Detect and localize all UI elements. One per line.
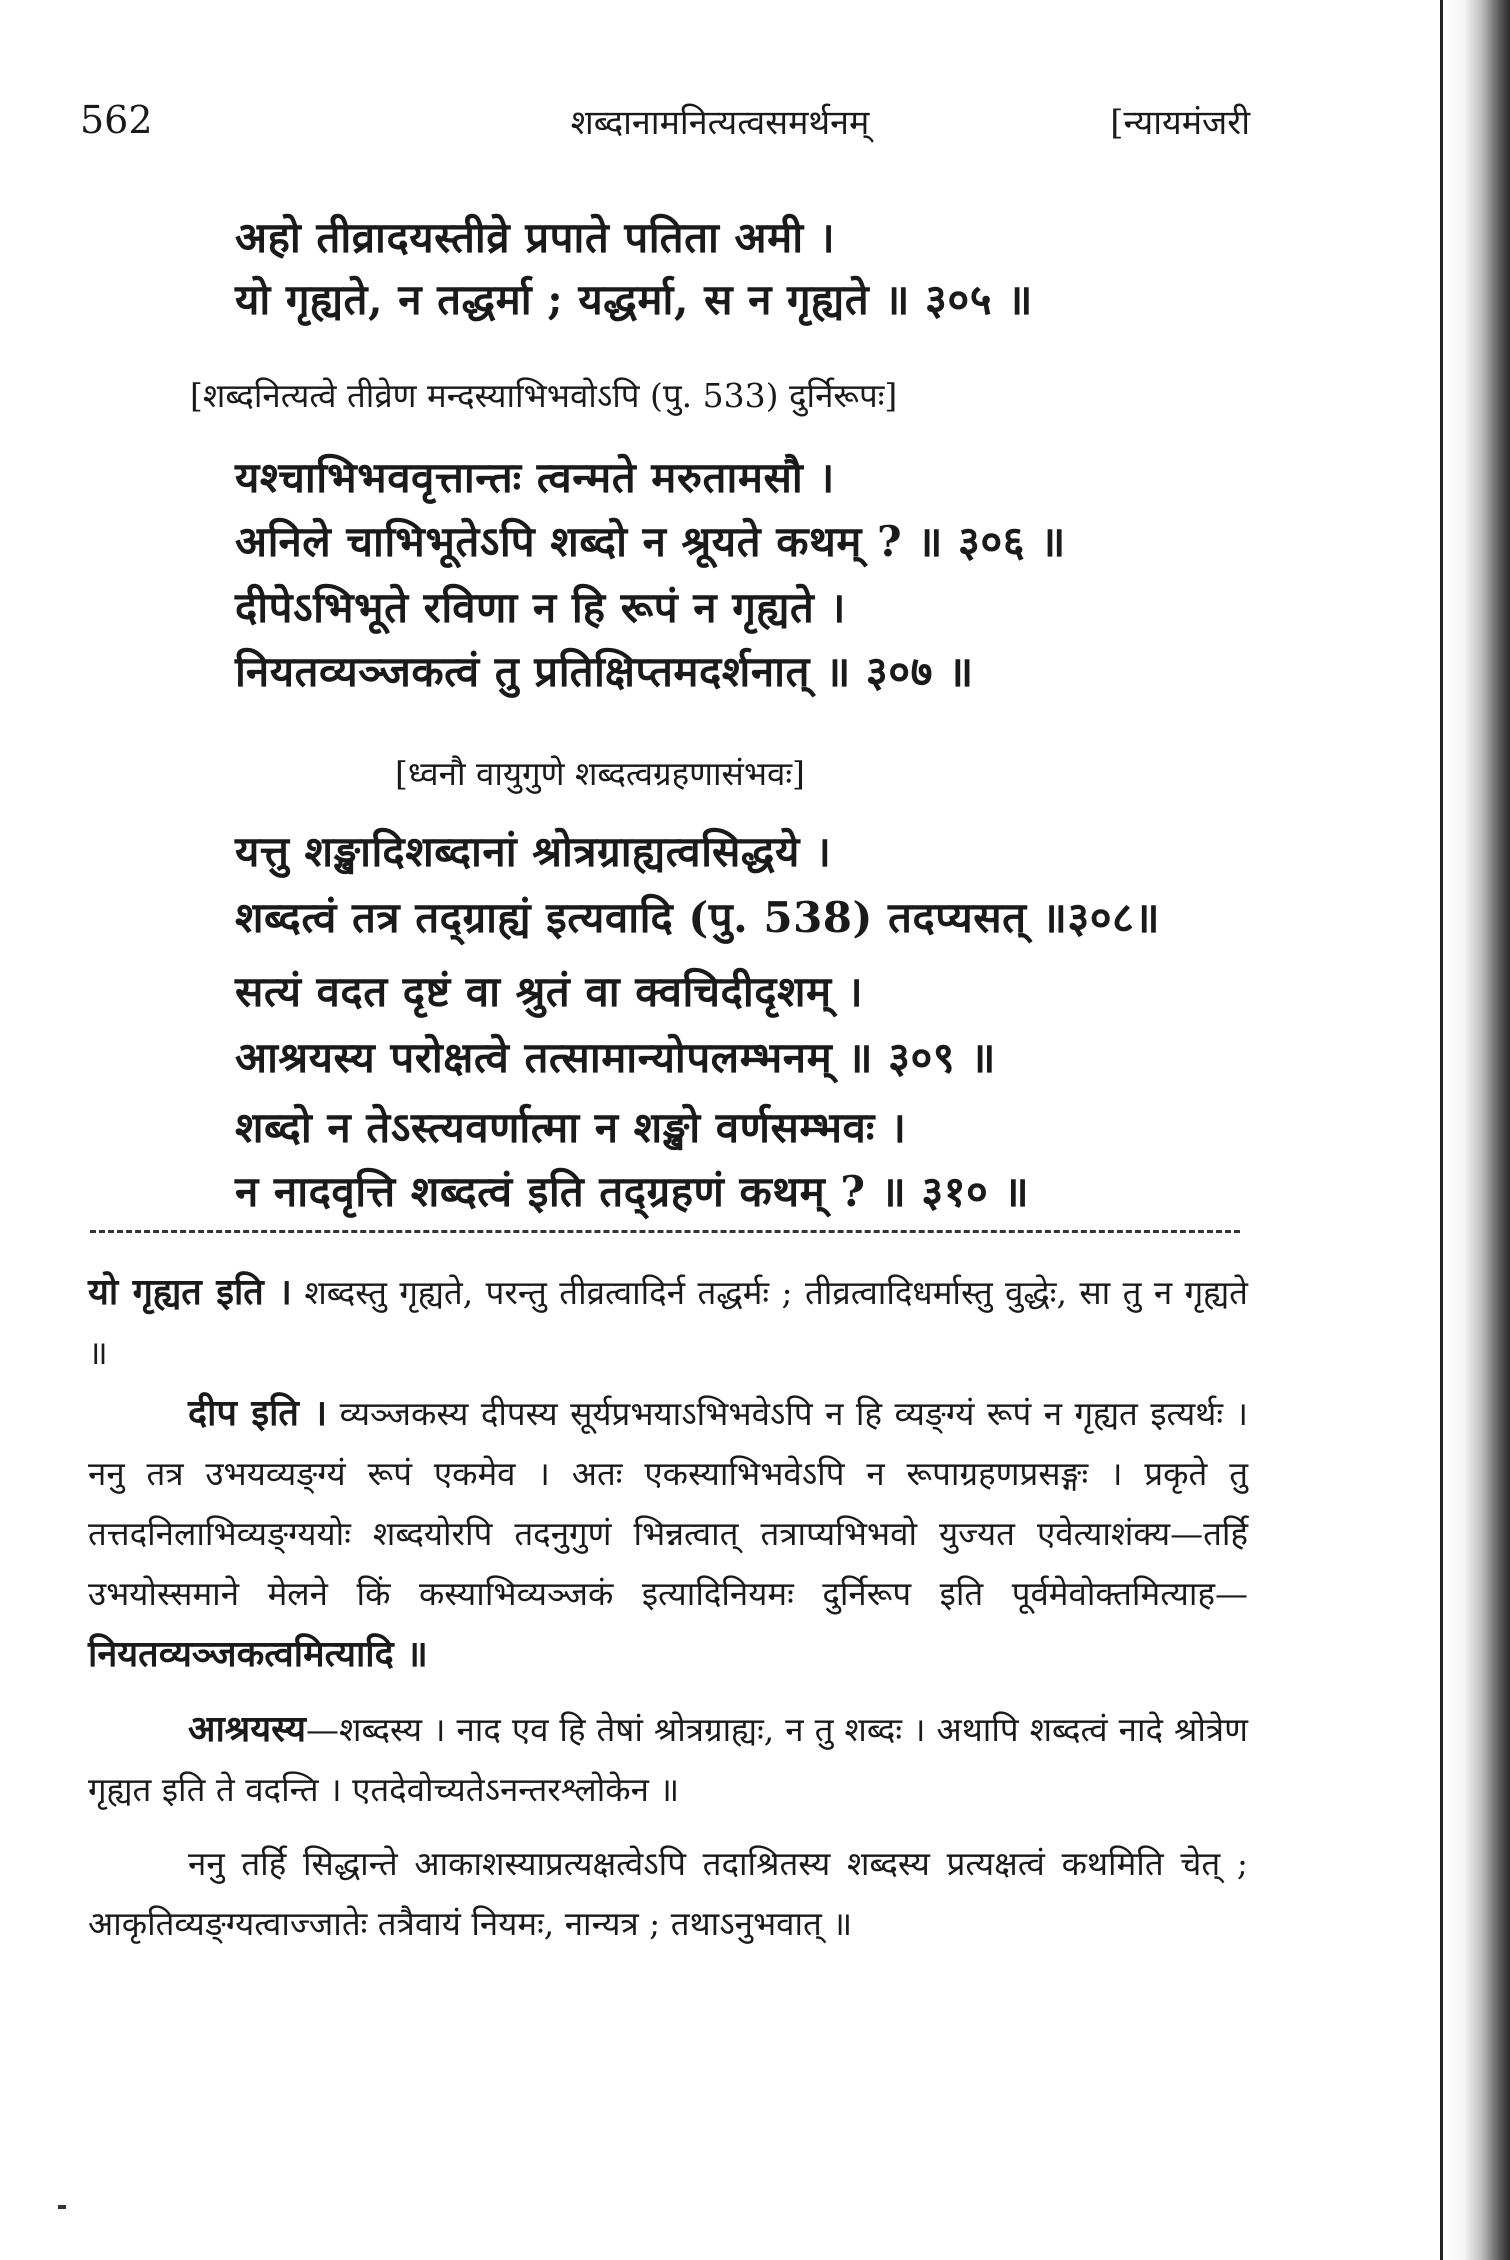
binding-line [1440, 0, 1443, 2260]
commentary-text: —शब्दस्य । नाद एव हि तेषां श्रोत्रग्राह्यः, न तु शब्दः । अथापि शब्दत्वं नादे श्रोत्रेण गृह्यत इति ते वदन्ति । एतदेवोच्यतेऽनन्तरश्लोकेन ॥ [88, 1710, 1248, 1809]
verse-line: अहो तीव्रादयस्तीव्रे प्रपाते पतिता अमी । [235, 213, 836, 262]
verse-line: शब्दो न तेऽस्त्यवर्णात्मा न शङ्खो वर्णसम्भवः । [235, 1103, 907, 1152]
commentary-paragraph [88, 1383, 1248, 1685]
commentary-lemma: आश्रयस्य [188, 1708, 307, 1750]
commentary-text: ननु तर्हि सिद्धान्ते आकाशस्याप्रत्यक्षत्वेऽपि तदाश्रितस्य शब्दस्य प्रत्यक्षत्वं कथमिति चेत् ; आकृतिव्यङ्ग्यत्वाज्जातेः तत्रैवायं नियमः, नान्यत्र ; तथाऽनुभवात् ॥ [88, 1844, 1248, 1943]
verse-line: यत्तु शङ्खादिशब्दानां श्रोत्रग्राह्यत्वसिद्धये । [235, 827, 832, 876]
commentary [88, 1262, 1248, 1954]
verse-line: आश्रयस्य परोक्षत्वे तत्सामान्योपलम्भनम् ॥ ३०९ ॥ [235, 1033, 996, 1082]
page-edge-shadow [1440, 0, 1510, 2260]
verse-line: यो गृह्यते, न तद्धर्मा ; यद्धर्मा, स न गृह्यते ॥ ३०५ ॥ [235, 275, 1033, 324]
verse-line: शब्दत्वं तत्र तद्ग्राह्यं इत्यवादि (पु. 538) तदप्यसत् ॥३०८॥ [235, 893, 1161, 942]
verse-line: नियतव्यञ्जकत्वं तु प्रतिक्षिप्तमदर्शनात् ॥ ३०७ ॥ [235, 647, 974, 696]
verse-line: यश्चाभिभववृत्तान्तः त्वन्मते मरुतामसौ । [235, 453, 835, 502]
work-title: [न्यायमंजरी [1110, 103, 1250, 143]
section-heading: [शब्दनित्यत्वे तीव्रेण मन्दस्याभिभवोऽपि (पु. 533) दुर्निरूपः] [190, 376, 898, 415]
commentary-lemma: यो गृह्यत इति । [88, 1271, 292, 1313]
commentary-paragraph [88, 1699, 1248, 1820]
running-header [80, 98, 1250, 158]
running-title: शब्दानामनित्यत्वसमर्थनम् [570, 103, 870, 143]
verse-line: दीपेऽभिभूते रविणा न हि रूपं न गृह्यते । [235, 583, 846, 632]
verse-line: सत्यं वदत दृष्टं वा श्रुतं वा क्वचिदीदृशम् । [235, 967, 864, 1016]
section-heading: [ध्वनौ वायुगुणे शब्दत्वग्रहणासंभवः] [395, 754, 805, 793]
verse-line: अनिले चाभिभूतेऽपि शब्दो न श्रूयते कथम् ? ॥ ३०६ ॥ [235, 517, 1066, 566]
verse-line: न नादवृत्ति शब्दत्वं इति तद्ग्रहणं कथम् ? ॥ ३१० ॥ [235, 1167, 1030, 1216]
ink-speck [58, 2205, 66, 2209]
page-number: 562 [80, 98, 153, 142]
commentary-text: शब्दस्तु गृह्यते, परन्तु तीव्रत्वादिर्न तद्धर्मः ; तीव्रत्वादिधर्मास्तु वुद्धेः, सा तु न गृह्यते ॥ [88, 1273, 1248, 1372]
commentary-divider [90, 1230, 1240, 1233]
commentary-paragraph [88, 1262, 1248, 1383]
commentary-lemma: नियतव्यञ्जकत्वमित्यादि ॥ [88, 1633, 428, 1675]
commentary-text: व्यञ्जकस्य दीपस्य सूर्यप्रभयाऽभिभवेऽपि न हि व्यङ्ग्यं रूपं न गृह्यत इत्यर्थः । ननु तत्र उभयव्यङ्ग्यं रूपं एकमेव । अतः एकस्याभिभवेऽपि न रूपाग्रहणप्रसङ्गः । प्रकृते तु तत्तदनिलाभिव्यङ्ग्ययोः शब्दयोरपि तदनुगुणं भिन्नत्वात् तत्राप्यभिभवो युज्यत एवेत्याशंक्य—तर्हि उभयोस्समाने मेलने किं कस्याभिव्यञ्जकं इत्यादिनियमः दुर्निरूप इति पूर्वमेवोक्तमित्याह— [88, 1394, 1249, 1613]
commentary-paragraph [88, 1834, 1248, 1954]
commentary-lemma: दीप इति । [188, 1392, 328, 1434]
